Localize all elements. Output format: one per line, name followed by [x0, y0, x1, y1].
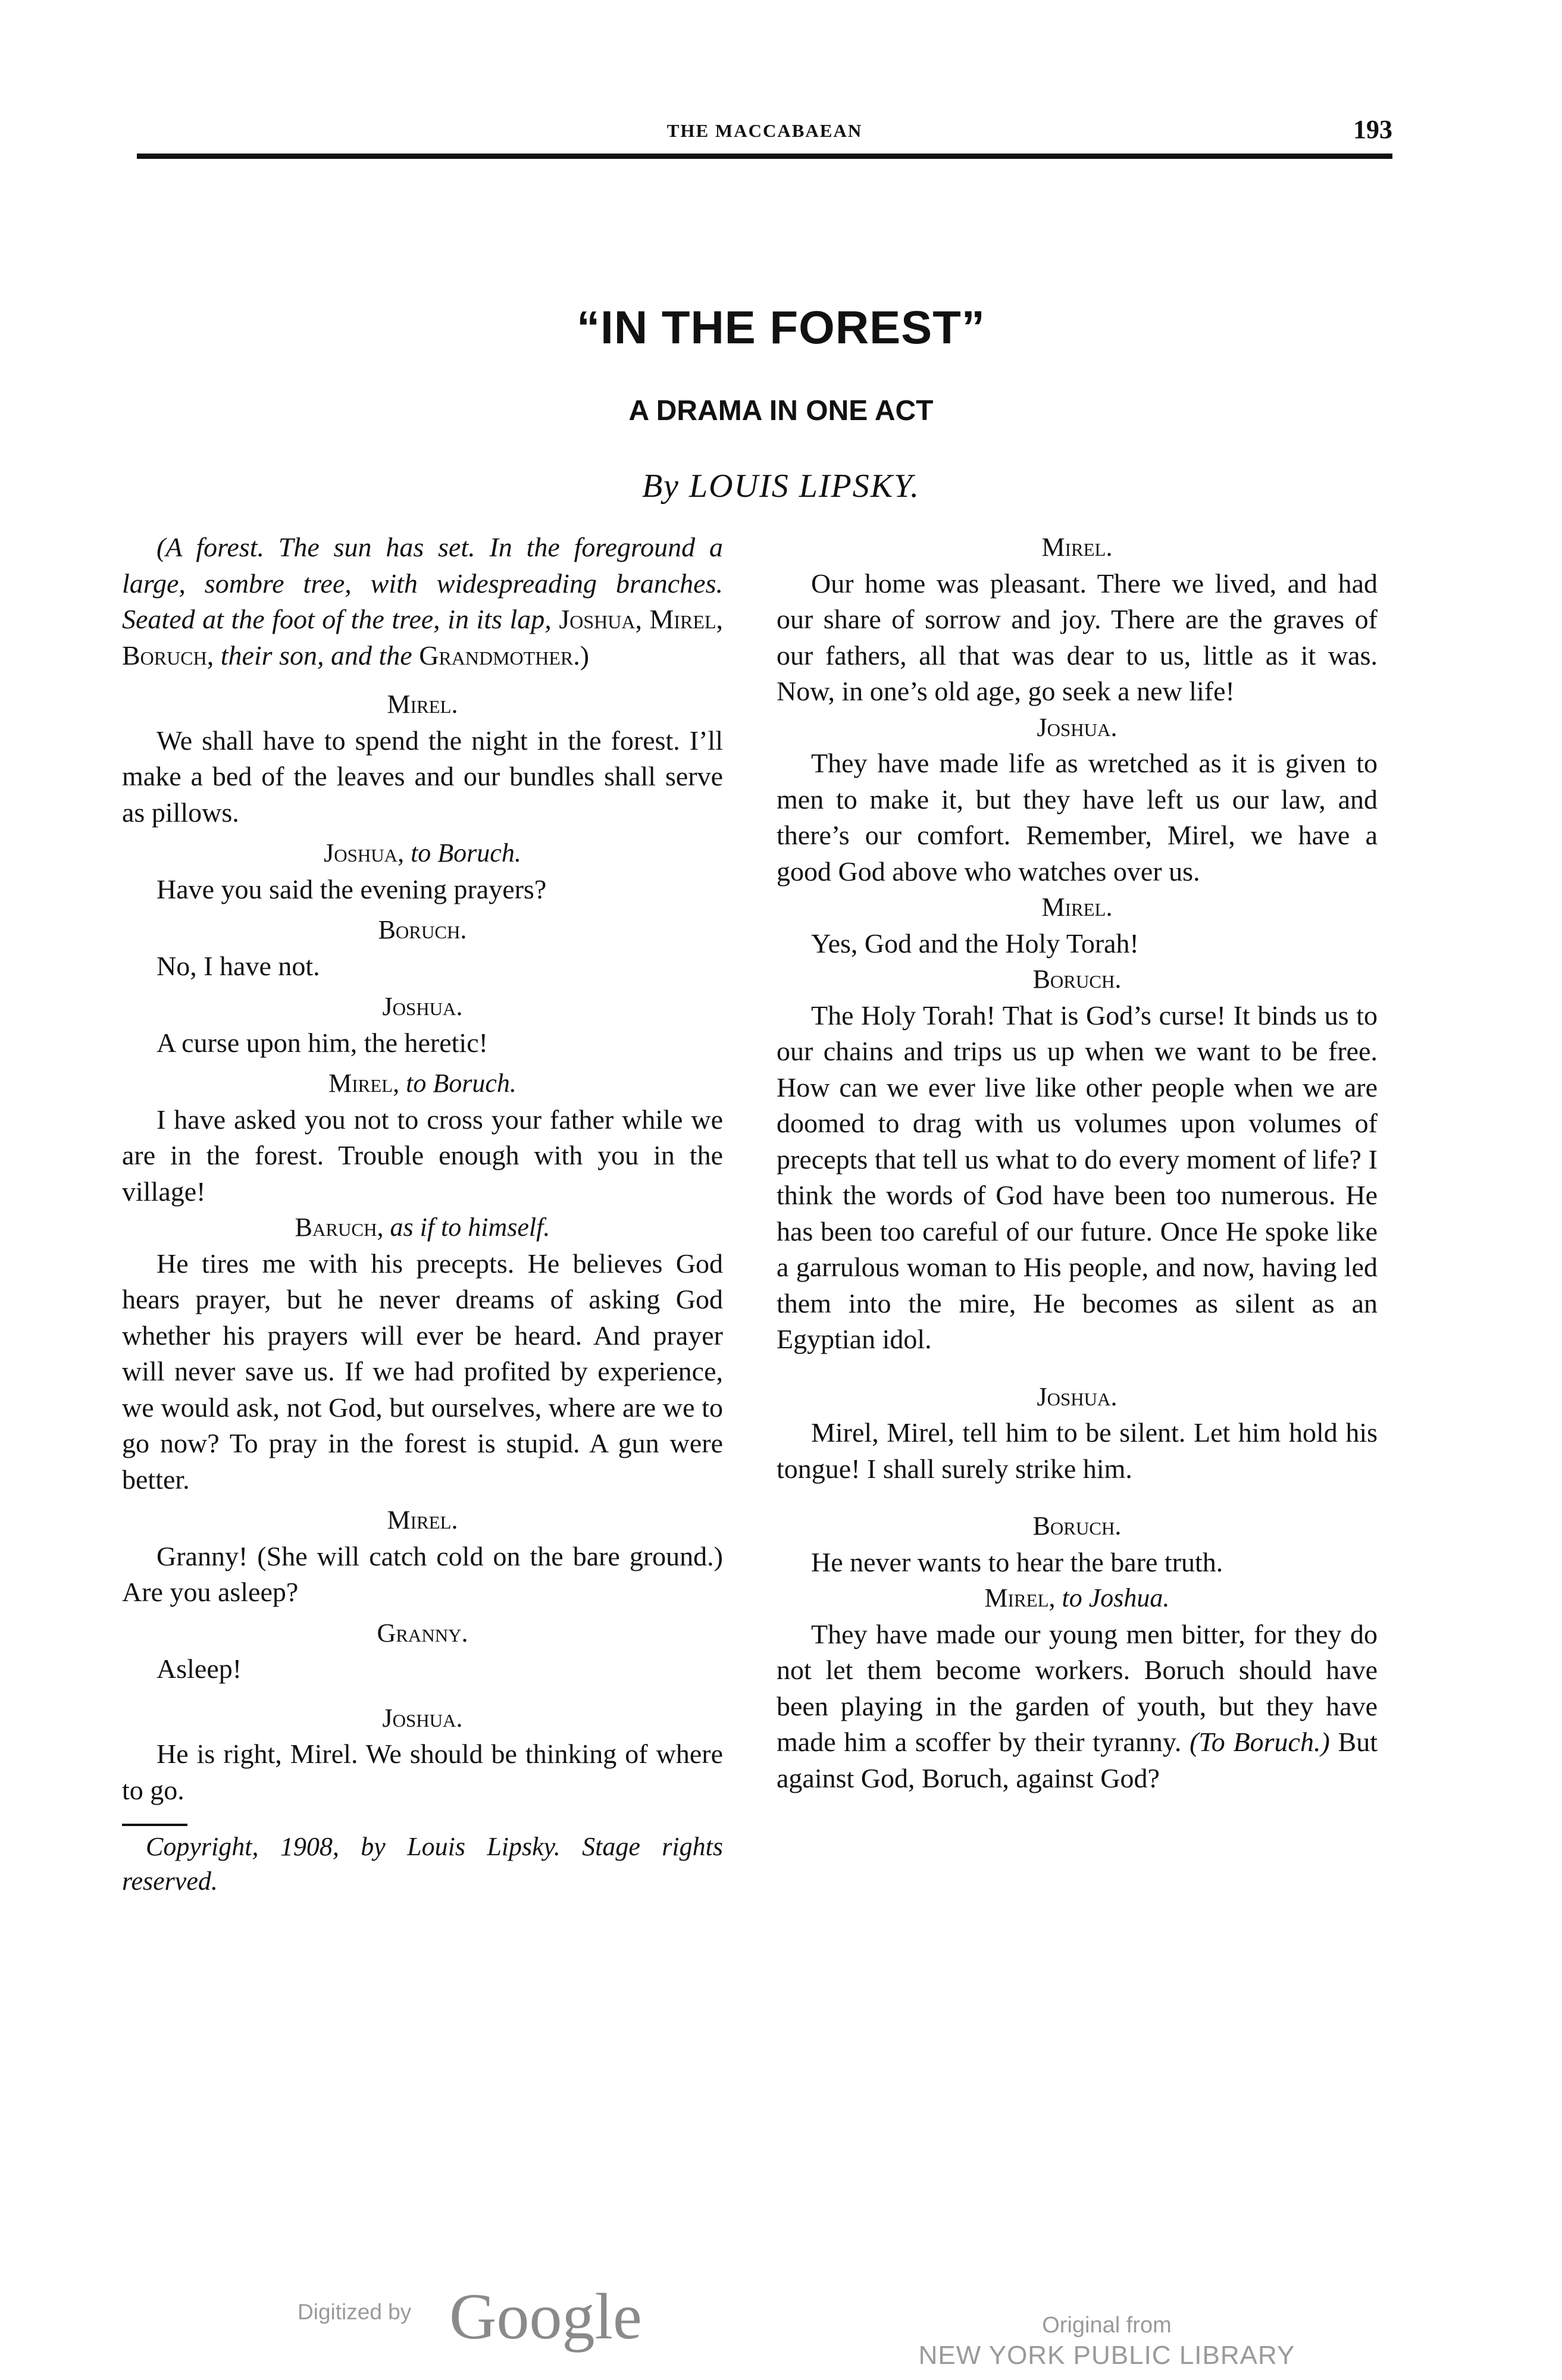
byline: By LOUIS LIPSKY.	[641, 468, 921, 505]
dialogue-line: Mirel, Mirel, tell him to be silent. Let him hold his tongue! I shall surely strike him.	[777, 1417, 1378, 1484]
speaker-name	[122, 1210, 723, 1246]
speaker-direction: to Boruch.	[406, 1069, 517, 1098]
running-title: THE MACCABAEAN	[666, 120, 863, 141]
speaker-name: Joshua.	[1037, 712, 1117, 742]
library-attribution	[916, 2312, 1297, 2372]
dialogue-line	[777, 1617, 1378, 1797]
digitized-by-label: Digitized by	[298, 2300, 412, 2324]
dialogue-line: He is right, Mirel. We should be thinking of where to go.	[122, 1739, 723, 1805]
speaker-direction: as if to himself.	[390, 1213, 550, 1242]
dialogue-line: They have made life as wretched as it is given to men to make it, but they have left us our law, and there’s our comfort. Remember, Mirel, we have a good God above who watches over us.	[777, 748, 1378, 887]
speaker-name: Joshua.	[382, 992, 463, 1021]
running-header	[137, 115, 1392, 159]
stage-direction-paren: )	[580, 640, 590, 671]
speaker-name: Boruch.	[1032, 964, 1122, 994]
stage-direction-text: (A forest. The sun has set. In the foreground a large, sombre tree, with widespreading branches. Seated at the foot of the tree, in its lap,	[122, 532, 723, 634]
speaker-label: Joshua,	[324, 838, 405, 868]
inline-stage-direction: (To Boruch.)	[1190, 1727, 1330, 1757]
speaker-name: Mirel.	[1041, 533, 1113, 562]
dialogue-line: Yes, God and the Holy Torah!	[811, 928, 1139, 959]
speaker-name	[122, 835, 723, 872]
speaker-name	[122, 1066, 723, 1102]
speaker-direction: to Boruch.	[411, 838, 521, 868]
dialogue-line: Our home was pleasant. There we lived, and had our share of sorrow and joy. There are the graves of our fathers, all that was dear to us, little as it was. Now, in one’s old age, go seek a new life!	[777, 568, 1378, 706]
dialogue-text: But against God, Boruch, against God?	[777, 1727, 1378, 1793]
speaker-name: Joshua.	[382, 1703, 463, 1733]
dialogue-line: Asleep!	[156, 1654, 242, 1684]
speaker-name: Mirel.	[387, 1505, 458, 1535]
original-from-label: Original from	[1042, 2313, 1172, 2338]
left-column	[122, 530, 723, 1899]
dialogue-line: I have asked you not to cross your father while we are in the forest. Trouble enough with you in the village!	[122, 1104, 723, 1207]
dialogue-line: He tires me with his precepts. He believes God hears prayer, but he never dreams of asking God whether his prayers will ever be heard. And prayer will never save us. If we had profited by experience, we would ask, not God, but ourselves, where are we to go now? To pray in the forest is stupid. A gun were better.	[122, 1248, 723, 1495]
speaker-name: Boruch.	[378, 915, 467, 944]
speaker-name: Mirel.	[1041, 892, 1113, 922]
speaker-name: Boruch.	[1032, 1511, 1122, 1540]
stage-direction-names: Joshua, Mirel, Boruch,	[122, 604, 723, 671]
speaker-label: Mirel,	[328, 1069, 400, 1098]
page-number: 193	[1353, 115, 1392, 144]
dialogue-line: A curse upon him, the heretic!	[156, 1027, 488, 1058]
speaker-name: Joshua.	[1037, 1382, 1117, 1411]
stage-direction-names: Grandmother.	[419, 640, 580, 671]
speaker-label: Baruch,	[295, 1213, 384, 1242]
footnote-rule	[122, 1824, 187, 1826]
speaker-name: Granny.	[377, 1618, 468, 1648]
dialogue-line: Have you said the evening prayers?	[156, 873, 547, 904]
google-logo: Google	[449, 2280, 642, 2353]
speaker-name: Mirel.	[387, 690, 458, 719]
stage-direction-text: their son, and the	[220, 640, 412, 671]
speaker-direction: to Joshua.	[1062, 1583, 1170, 1612]
play-title: “IN THE FOREST”	[577, 301, 985, 353]
copyright-footnote: Copyright, 1908, by Louis Lipsky. Stage rights reserved.	[122, 1832, 723, 1896]
play-subtitle: A DRAMA IN ONE ACT	[628, 395, 934, 427]
opening-stage-direction	[122, 530, 723, 674]
dialogue-text: They have made our young men bitter, for they do not let them become workers. Boruch should have been playing in the garden of youth, but they have made him a scoffer by their tyranny.	[777, 1618, 1378, 1757]
dialogue-line: He never wants to hear the bare truth.	[811, 1546, 1223, 1577]
dialogue-line: The Holy Torah! That is God’s curse! It binds us to our chains and trips us up when we want to be free. How can we ever live like other people when we are doomed to drag with us volumes upon volumes of precepts that tell us what to do every moment of life? I think the words of God have been too numerous. He has been too careful of our future. Once He spoke like a garrulous woman to His people, and now, having led them into the mire, He becomes as silent as an Egyptian idol.	[777, 1000, 1378, 1354]
speaker-name	[777, 1580, 1378, 1617]
dialogue-line: We shall have to spend the night in the forest. I’ll make a bed of the leaves and our bundles shall serve as pillows.	[122, 725, 723, 828]
dialogue-line: No, I have not.	[156, 950, 320, 981]
library-name: NEW YORK PUBLIC LIBRARY	[918, 2341, 1295, 2370]
speaker-label: Mirel,	[984, 1583, 1056, 1612]
dialogue-line: Granny! (She will catch cold on the bare ground.) Are you asleep?	[122, 1540, 723, 1607]
right-column	[777, 530, 1378, 1796]
